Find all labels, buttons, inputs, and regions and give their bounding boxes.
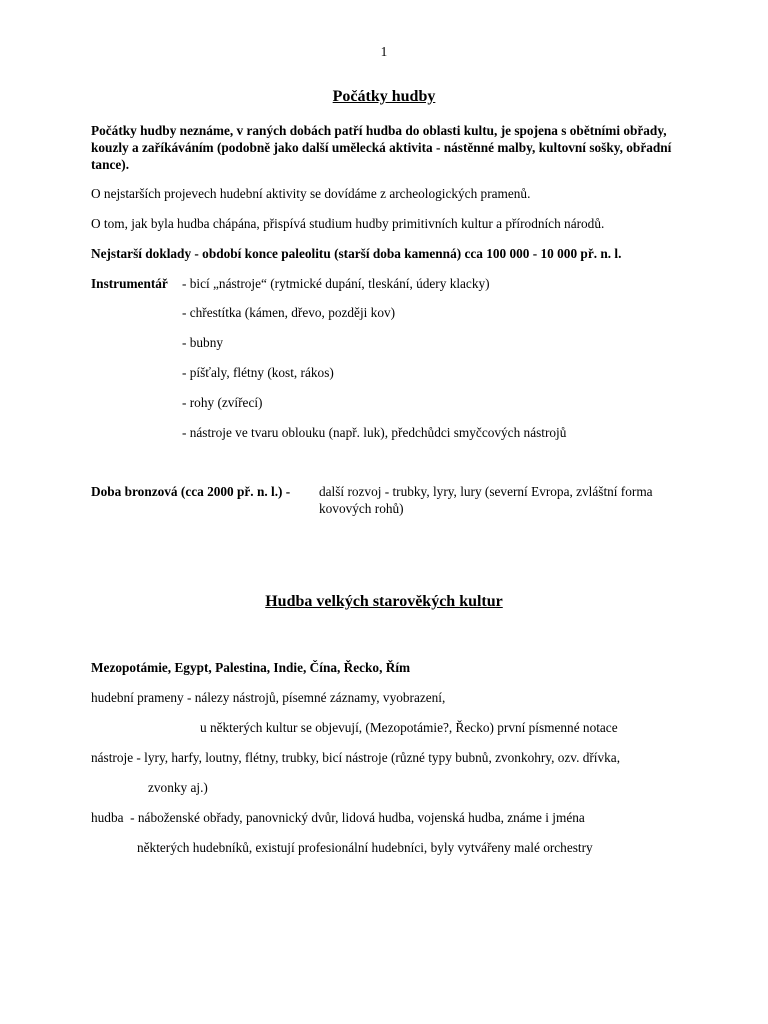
instrument-item: - bicí „nástroje“ (rytmické dupání, tleskání, údery klacky) (182, 276, 490, 291)
section-heading-origins: Počátky hudby (332, 88, 436, 105)
intro-paragraph: Počátky hudby neznáme, v raných dobách patří hudba do oblasti kultu, je spojena s obětními obřady, kouzly a zaříkáváním (podobně jako další umělecká aktivita - nástěnné malby, kultovní sošky, obřadní tance). (91, 123, 672, 172)
bronze-age-label: Doba bronzová (cca 2000 př. n. l.) - (91, 484, 291, 499)
section-heading-ancient-cultures: Hudba velkých starověkých kultur (265, 593, 503, 610)
sources-line-1: hudební prameny - nálezy nástrojů, písemné záznamy, vyobrazení, (91, 690, 446, 705)
instruments-line-2: zvonky aj.) (148, 780, 208, 795)
music-line-2: některých hudebníků, existují profesionální hudebníci, byly vytvářeny malé orchestry (137, 840, 593, 855)
oldest-evidence: Nejstarší doklady - období konce paleolitu (starší doba kamenná) cca 100 000 - 10 000 př. n. l. (91, 246, 622, 261)
instrument-item: - chřestítka (kámen, dřevo, později kov) (182, 305, 396, 320)
instrument-item: - rohy (zvířecí) (182, 395, 263, 410)
bronze-age-text: další rozvoj - trubky, lyry, lury (severní Evropa, zvláštní forma kovových rohů) (319, 484, 653, 516)
cultures-list: Mezopotámie, Egypt, Palestina, Indie, Čína, Řecko, Řím (91, 660, 411, 675)
paragraph-primitive-cultures: O tom, jak byla hudba chápána, přispívá studium hudby primitivních kultur a přírodních národů. (91, 216, 605, 231)
instrument-item: - píšťaly, flétny (kost, rákos) (182, 365, 334, 380)
page-number: 1 (380, 44, 388, 59)
music-line-1: hudba - náboženské obřady, panovnický dvůr, lidová hudba, vojenská hudba, známe i jména (91, 810, 585, 825)
instrumentar-label: Instrumentář (91, 276, 168, 291)
instrument-item: - bubny (182, 335, 223, 350)
instrument-item: - nástroje ve tvaru oblouku (např. luk), předchůdci smyčcových nástrojů (182, 425, 567, 440)
sources-line-2: u některých kultur se objevují, (Mezopotámie?, Řecko) první písmenné notace (200, 720, 618, 735)
instruments-line-1: nástroje - lyry, harfy, loutny, flétny, trubky, bicí nástroje (různé typy bubnů, zvonkohry, ozv. dřívka, (91, 750, 621, 765)
paragraph-archaeology: O nejstarších projevech hudební aktivity se dovídáme z archeologických pramenů. (91, 186, 531, 201)
